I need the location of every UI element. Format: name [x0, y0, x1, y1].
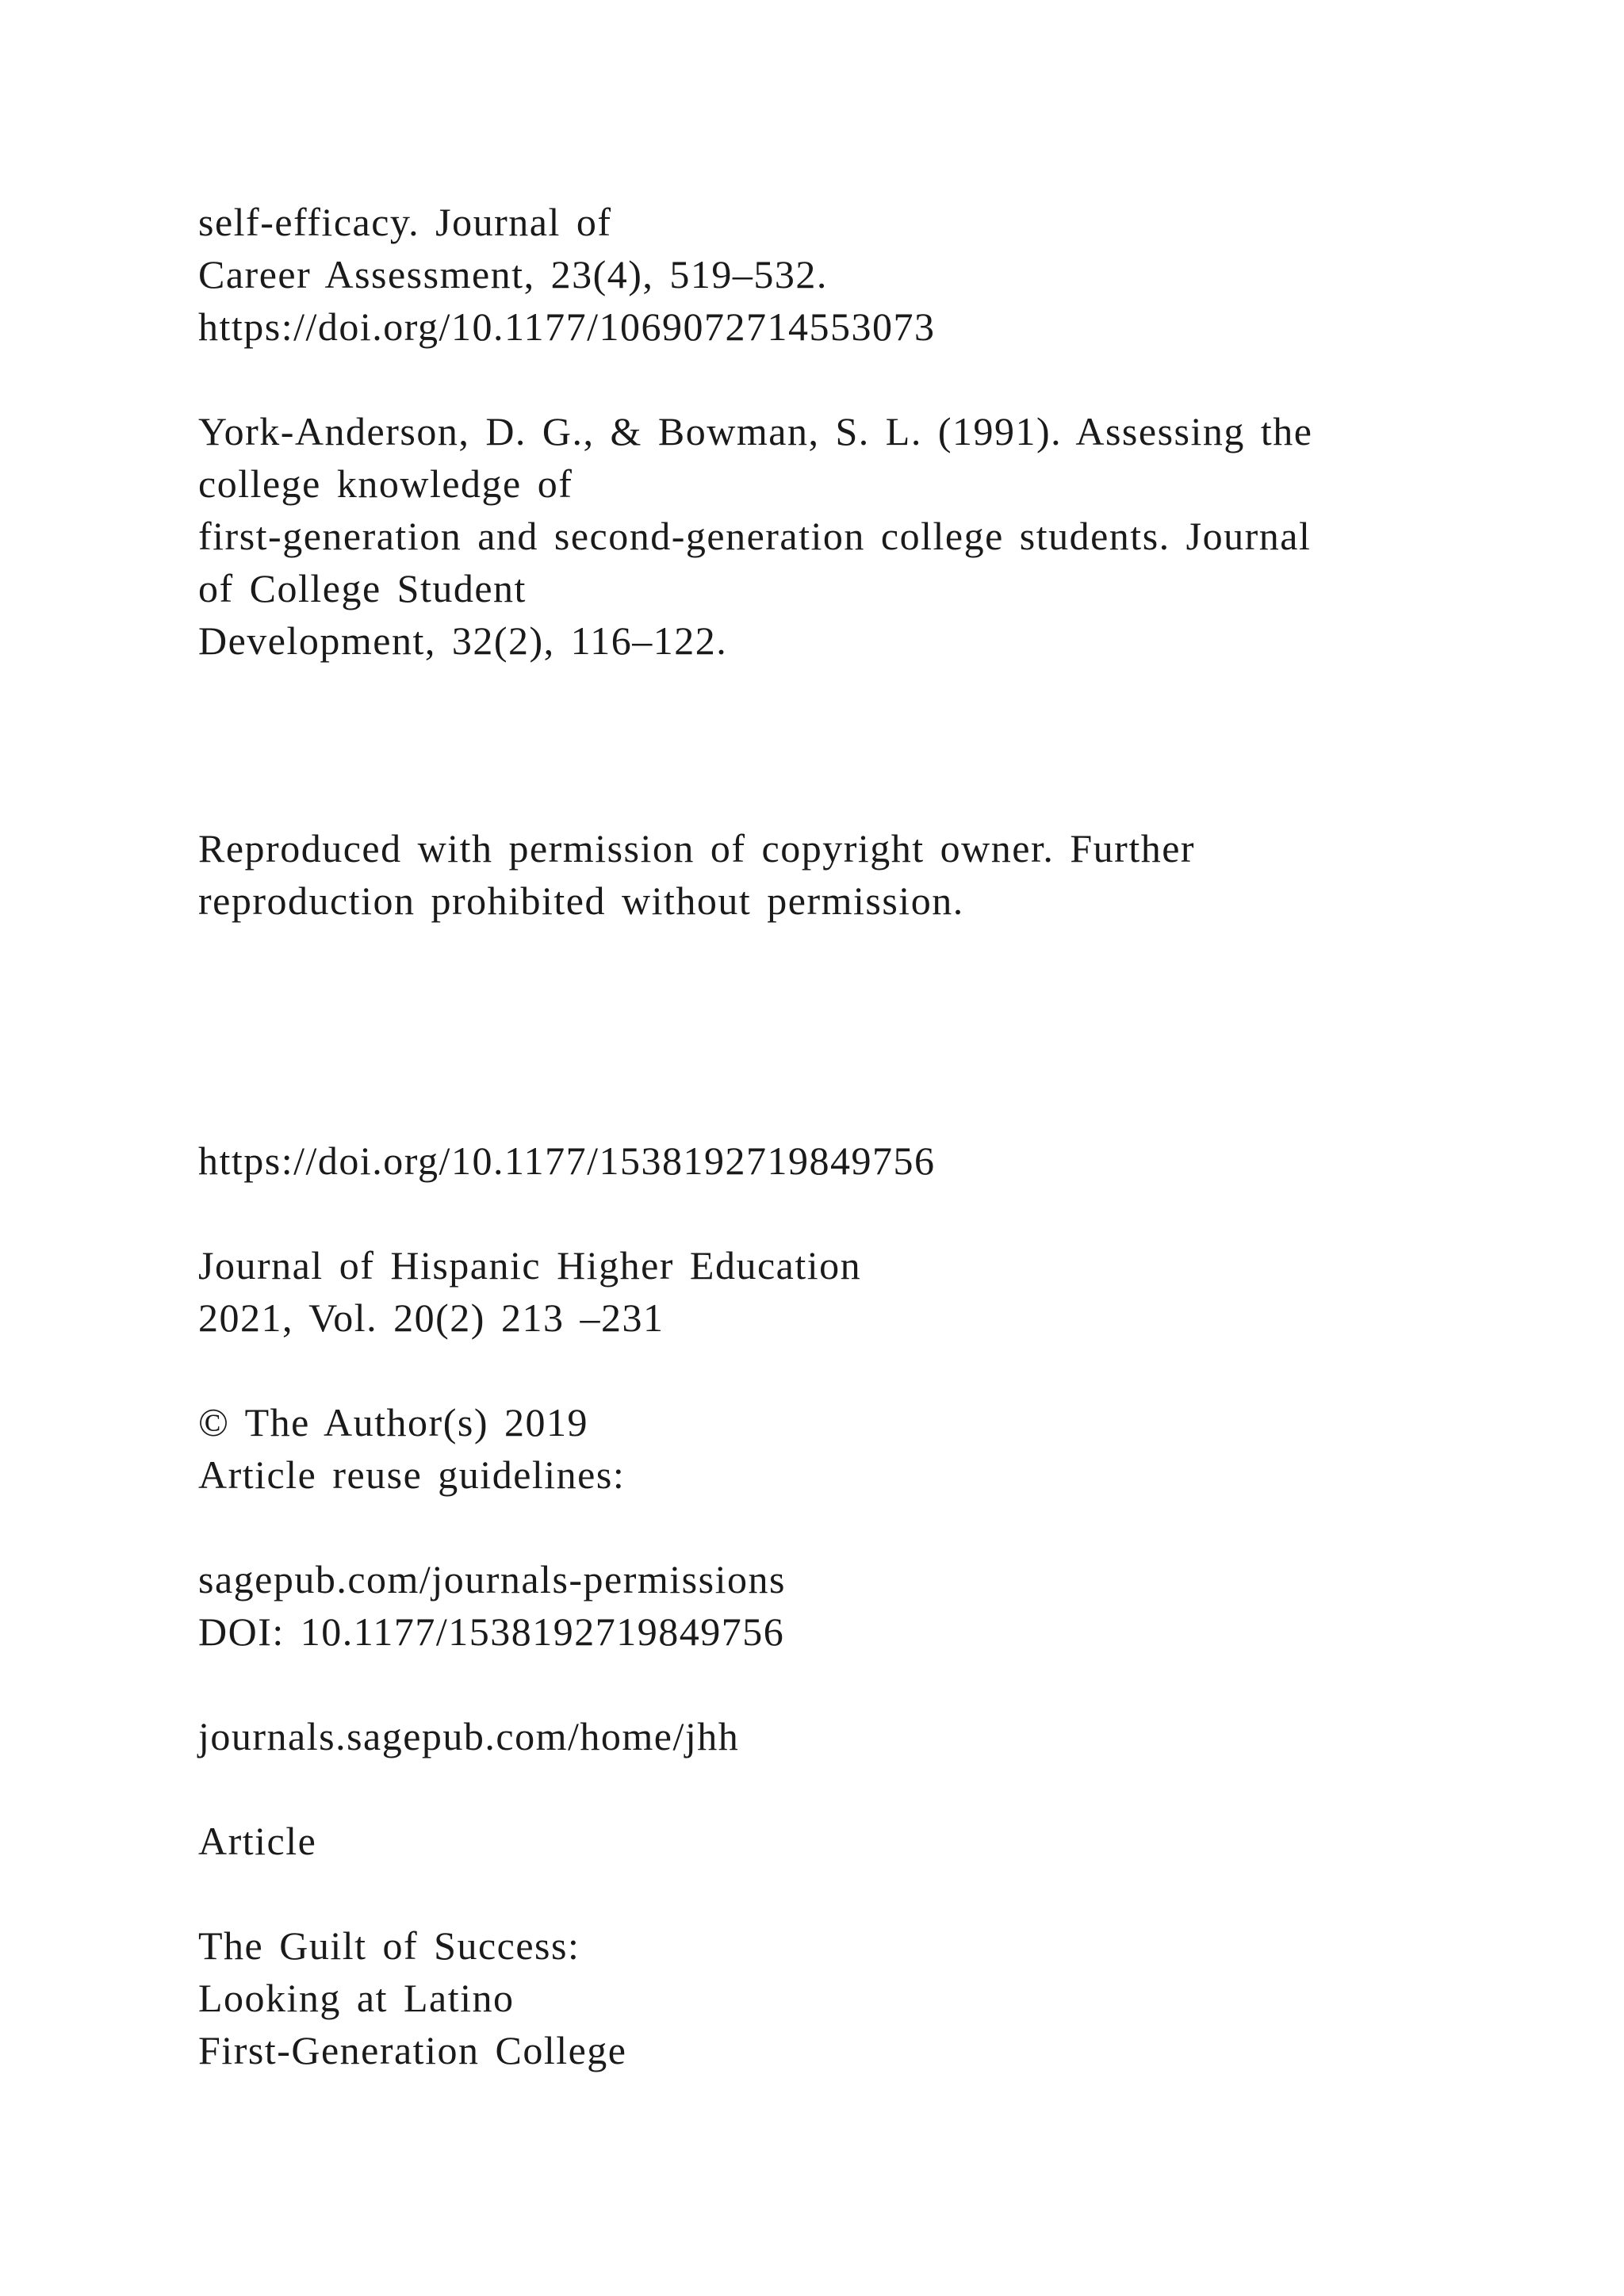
article-type-label: Article — [198, 1819, 317, 1863]
journal-volume: 2021, Vol. 20(2) 213 –231 — [198, 1295, 665, 1340]
reference-line: York-Anderson, D. G., & Bowman, S. L. (1991). Assessing the — [198, 409, 1313, 453]
reference-line: self-efficacy. Journal of — [198, 200, 612, 244]
article-title-line: The Guilt of Success: — [198, 1923, 580, 1968]
reference-line: college knowledge of — [198, 461, 573, 506]
journal-name: Journal of Hispanic Higher Education — [198, 1243, 862, 1288]
reference-line: first-generation and second-generation college students. Journal — [198, 514, 1312, 558]
reuse-guidelines-label: Article reuse guidelines: — [198, 1452, 626, 1497]
copyright-holder: © The Author(s) 2019 — [198, 1400, 588, 1445]
reference-line: Development, 32(2), 116–122. — [198, 618, 728, 663]
reference-line: of College Student — [198, 566, 527, 610]
journal-home-link[interactable]: journals.sagepub.com/home/jhh — [198, 1714, 740, 1758]
reference-doi-link[interactable]: https://doi.org/10.1177/1069072714553073 — [198, 304, 936, 349]
article-title-line: First-Generation College — [198, 2028, 627, 2072]
article-doi: DOI: 10.1177/1538192719849756 — [198, 1609, 785, 1654]
copyright-line: Reproduced with permission of copyright owner. Further — [198, 826, 1196, 871]
reference-line: Career Assessment, 23(4), 519–532. — [198, 252, 828, 297]
copyright-line: reproduction prohibited without permission. — [198, 878, 964, 923]
article-doi-link[interactable]: https://doi.org/10.1177/1538192719849756 — [198, 1138, 936, 1183]
permissions-link[interactable]: sagepub.com/journals-permissions — [198, 1557, 786, 1601]
article-title-line: Looking at Latino — [198, 1976, 515, 2020]
